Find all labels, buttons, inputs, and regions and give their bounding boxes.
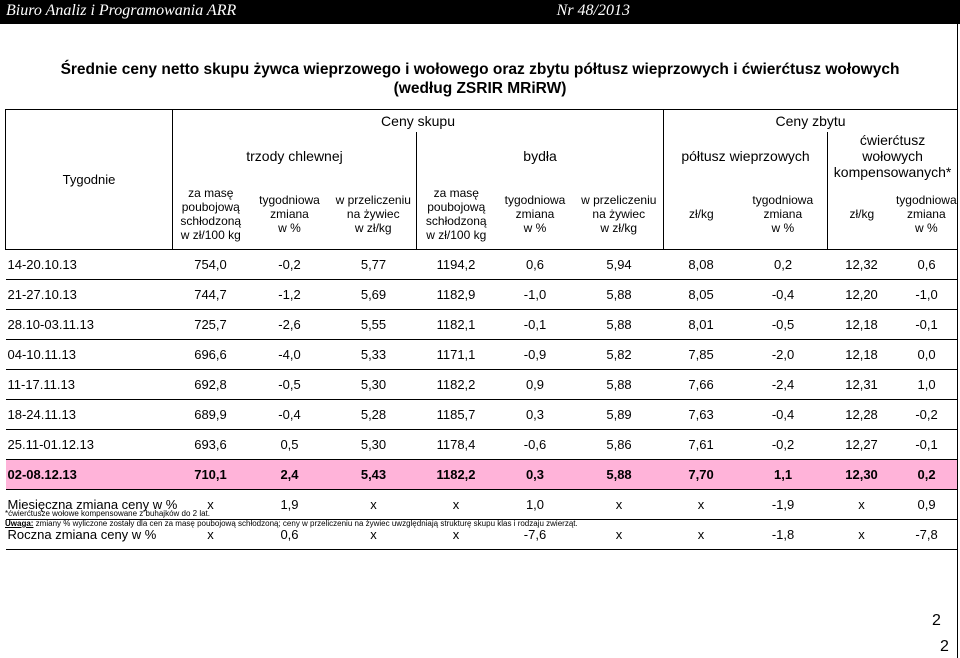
table-cell: -2,4 (739, 370, 828, 400)
page-number-footer: 2 (940, 638, 949, 655)
table-cell: 5,30 (331, 370, 417, 400)
table-cell: 12,18 (828, 340, 896, 370)
sub-trzody-masa: za masę poubojową schłodzoną w zł/100 kg (173, 180, 249, 250)
table-cell: x (173, 520, 249, 550)
header-bar (0, 0, 960, 24)
table-cell: -0,2 (249, 250, 331, 280)
table-cell: -0,2 (896, 400, 958, 430)
table-body (6, 250, 958, 550)
table-row (6, 340, 958, 370)
table-cell: 0,2 (896, 460, 958, 490)
table-cell: 7,66 (664, 370, 739, 400)
table-cell: 1182,1 (417, 310, 496, 340)
table-cell: 1,0 (496, 490, 575, 520)
title-line2: (według ZSRIR MRiRW) (393, 80, 567, 97)
table-cell: x (331, 520, 417, 550)
table-cell: 12,20 (828, 280, 896, 310)
table-cell: 1185,7 (417, 400, 496, 430)
table-cell: 7,70 (664, 460, 739, 490)
table-cell: 1178,4 (417, 430, 496, 460)
table-cell: 0,0 (896, 340, 958, 370)
sub-bydla-przel: w przeliczeniu na żywiec w zł/kg (575, 180, 664, 250)
table-cell: -0,1 (896, 430, 958, 460)
table-row (6, 430, 958, 460)
prices-table (5, 109, 958, 550)
table-cell: x (417, 490, 496, 520)
table-row (6, 310, 958, 340)
table-cell: -0,4 (739, 280, 828, 310)
table-cell: 5,55 (331, 310, 417, 340)
table-cell: 12,30 (828, 460, 896, 490)
table-cell: 0,9 (896, 490, 958, 520)
table-cell: -0,5 (249, 370, 331, 400)
table-cell: x (664, 490, 739, 520)
table-cell: 5,77 (331, 250, 417, 280)
table-cell: x (575, 520, 664, 550)
table-cell: 5,94 (575, 250, 664, 280)
table-cell: -1,2 (249, 280, 331, 310)
table-row (6, 400, 958, 430)
table-cell: 5,30 (331, 430, 417, 460)
table-cell: 689,9 (173, 400, 249, 430)
table-cell: 7,61 (664, 430, 739, 460)
table-cell: -0,4 (249, 400, 331, 430)
table-cell: -1,8 (739, 520, 828, 550)
sub-cwiertusz-tyg: tygodniowa zmiana w % (896, 180, 958, 250)
table-cell: 725,7 (173, 310, 249, 340)
table-cell: 1182,9 (417, 280, 496, 310)
table-cell: -0,9 (496, 340, 575, 370)
table-cell: 5,88 (575, 280, 664, 310)
row-week: 04-10.11.13 (6, 340, 173, 370)
footnote-star: *ćwierćtusze wołowe kompensowane z buhajków do 2 lat. (5, 509, 210, 518)
row-summary-label: Roczna zmiana ceny w % (6, 520, 173, 550)
table-cell: 5,43 (331, 460, 417, 490)
header-ceny-skupu: Ceny skupu (173, 110, 664, 132)
table-cell: 12,18 (828, 310, 896, 340)
table-cell: -0,5 (739, 310, 828, 340)
table-row (6, 460, 958, 490)
sub-poltusz-tyg: tygodniowa zmiana w % (739, 180, 828, 250)
table-cell: -2,6 (249, 310, 331, 340)
table-cell: -1,0 (496, 280, 575, 310)
table-cell: 710,1 (173, 460, 249, 490)
table-cell: 1182,2 (417, 370, 496, 400)
uwaga-text: zmiany % wyliczone zostały dla cen za masę poubojową schłodzoną; ceny w przeliczeniu na żywiec uwzględniają strukturę skupu klas i rodzaju zwierząt. (33, 519, 578, 528)
header-cwiertusz: ćwierćtusz wołowych kompensowanych* (828, 132, 958, 180)
table-cell: -0,1 (496, 310, 575, 340)
row-week: 18-24.11.13 (6, 400, 173, 430)
table-cell: 2,4 (249, 460, 331, 490)
table-cell: 8,05 (664, 280, 739, 310)
table-row (6, 370, 958, 400)
table-cell: 1194,2 (417, 250, 496, 280)
uwaga-label: Uwaga: (5, 519, 34, 528)
row-week: 28.10-03.11.13 (6, 310, 173, 340)
header-tygodnie: Tygodnie (6, 110, 173, 250)
table-row (6, 280, 958, 310)
table-cell: 5,86 (575, 430, 664, 460)
table-cell: 1171,1 (417, 340, 496, 370)
table-cell: x (664, 520, 739, 550)
table-cell: 8,08 (664, 250, 739, 280)
row-week: 14-20.10.13 (6, 250, 173, 280)
table-cell: 0,6 (896, 250, 958, 280)
row-week: 25.11-01.12.13 (6, 430, 173, 460)
sub-trzody-tyg: tygodniowa zmiana w % (249, 180, 331, 250)
table-cell: -0,4 (739, 400, 828, 430)
table-cell: 12,31 (828, 370, 896, 400)
sub-bydla-masa: za masę poubojową schłodzoną w zł/100 kg (417, 180, 496, 250)
table-cell: 5,88 (575, 310, 664, 340)
page-number: 2 (932, 612, 941, 629)
table-cell: 5,28 (331, 400, 417, 430)
table-cell: -1,9 (739, 490, 828, 520)
row-summary-label: Miesięczna zmiana ceny w % (6, 490, 173, 520)
row-week: 02-08.12.13 (6, 460, 173, 490)
table-cell: x (828, 490, 896, 520)
table-cell: 0,5 (249, 430, 331, 460)
table-cell: 5,69 (331, 280, 417, 310)
header-trzody: trzody chlewnej (173, 132, 417, 180)
table-cell: 12,32 (828, 250, 896, 280)
sub-bydla-tyg: tygodniowa zmiana w % (496, 180, 575, 250)
table-cell: 12,27 (828, 430, 896, 460)
table-cell: 693,6 (173, 430, 249, 460)
sub-cwiertusz-zlkg: zł/kg (828, 180, 896, 250)
table-cell: 7,63 (664, 400, 739, 430)
header-bydla: bydła (417, 132, 664, 180)
table-cell: -2,0 (739, 340, 828, 370)
header-right: Nr 48/2013 (556, 2, 630, 19)
table-cell: 5,88 (575, 370, 664, 400)
row-week: 21-27.10.13 (6, 280, 173, 310)
table-cell: 12,28 (828, 400, 896, 430)
table-cell: -0,1 (896, 310, 958, 340)
table-cell: 5,82 (575, 340, 664, 370)
table-cell: 692,8 (173, 370, 249, 400)
table-cell: x (575, 490, 664, 520)
table-cell: 5,88 (575, 460, 664, 490)
table-cell: -4,0 (249, 340, 331, 370)
table-cell: x (417, 520, 496, 550)
footnote-uwaga (5, 519, 578, 528)
table-cell: 0,6 (249, 520, 331, 550)
table-cell: 696,6 (173, 340, 249, 370)
table-cell: -0,2 (739, 430, 828, 460)
table-cell: 744,7 (173, 280, 249, 310)
table-cell: 1182,2 (417, 460, 496, 490)
table-cell: -7,8 (896, 520, 958, 550)
header-poltusz: półtusz wieprzowych (664, 132, 828, 180)
table-cell: 0,9 (496, 370, 575, 400)
table-cell: 1,1 (739, 460, 828, 490)
title-line1: Średnie ceny netto skupu żywca wieprzowego i wołowego oraz zbytu półtusz wieprzowych i ćwierćtusz wołowych (60, 61, 900, 78)
table-cell: 1,0 (896, 370, 958, 400)
table-cell: 8,01 (664, 310, 739, 340)
row-week: 11-17.11.13 (6, 370, 173, 400)
table-cell: 0,3 (496, 400, 575, 430)
table-cell: 7,85 (664, 340, 739, 370)
table-cell: 5,33 (331, 340, 417, 370)
table-cell: 0,2 (739, 250, 828, 280)
right-border-line (957, 0, 958, 658)
table-cell: -7,6 (496, 520, 575, 550)
table-cell: x (173, 490, 249, 520)
table-cell: x (331, 490, 417, 520)
table-cell: -1,0 (896, 280, 958, 310)
table-row (6, 250, 958, 280)
table-cell: 1,9 (249, 490, 331, 520)
table-cell: -0,6 (496, 430, 575, 460)
table-cell: 5,89 (575, 400, 664, 430)
header-ceny-zbytu: Ceny zbytu (664, 110, 958, 132)
table-cell: x (828, 520, 896, 550)
sub-trzody-przel: w przeliczeniu na żywiec w zł/kg (331, 180, 417, 250)
table-cell: 0,3 (496, 460, 575, 490)
sub-poltusz-zlkg: zł/kg (664, 180, 739, 250)
header-left: Biuro Analiz i Programowania ARR (6, 2, 237, 19)
table-cell: 754,0 (173, 250, 249, 280)
table-cell: 0,6 (496, 250, 575, 280)
